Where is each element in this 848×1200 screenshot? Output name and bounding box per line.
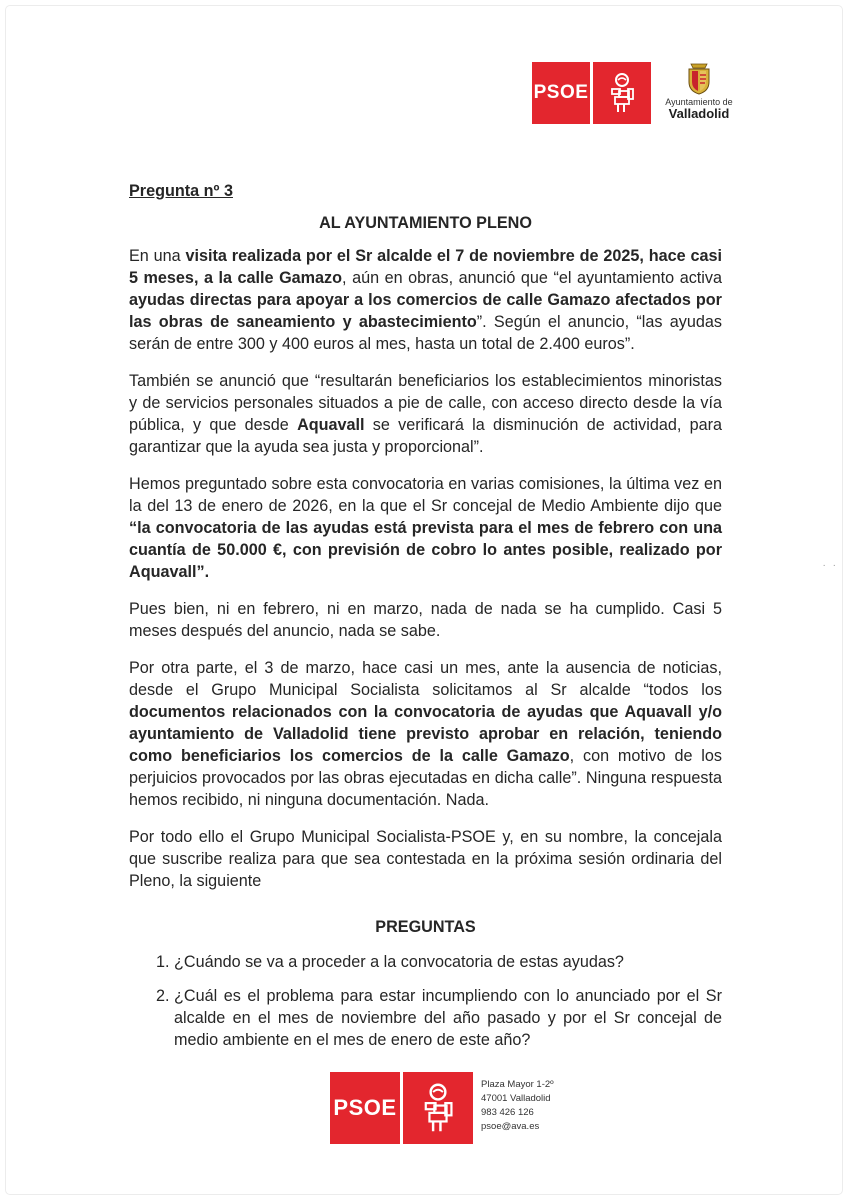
text-run: , aún en obras, anunció que “el ayuntamiento activa bbox=[342, 269, 722, 287]
bold-text-run: ayudas directas para apoyar a los comercios de calle Gamazo afectados por las obras de saneamiento y abastecimiento bbox=[129, 291, 722, 331]
address-city: 47001 Valladolid bbox=[481, 1093, 551, 1104]
text-run: Por todo ello el Grupo Municipal Socialista-PSOE y, en su nombre, la concejala que suscribe realiza para que sea contestada en la próxima sesión ordinaria del Pleno, la siguiente bbox=[129, 828, 722, 890]
bold-text-run: Aquavall bbox=[297, 416, 365, 434]
footer-psoe-logo-text: PSOE bbox=[333, 1095, 397, 1120]
text-run: Pues bien, ni en febrero, ni en marzo, nada de nada se ha cumplido. Casi 5 meses después del anuncio, nada se sabe. bbox=[129, 600, 722, 640]
phone-number: 983 426 126 bbox=[481, 1107, 534, 1118]
text-run: Hemos preguntado sobre esta convocatoria en varias comisiones, la última vez en la del 13 de enero de 2026, en la que el Sr concejal de Medio Ambiente dijo que bbox=[129, 475, 722, 515]
header-logos bbox=[532, 62, 741, 124]
rose-fist-icon bbox=[416, 1081, 460, 1135]
ayuntamiento-logo bbox=[657, 62, 741, 124]
paragraph-3 bbox=[129, 473, 722, 583]
psoe-logo bbox=[532, 62, 590, 124]
psoe-rose-icon bbox=[593, 62, 651, 124]
list-item bbox=[129, 985, 722, 1051]
ayuntamiento-label: Ayuntamiento de bbox=[665, 97, 733, 107]
paragraph-5 bbox=[129, 657, 722, 811]
address-street: Plaza Mayor 1-2º bbox=[481, 1079, 554, 1090]
valladolid-coat-of-arms-icon bbox=[684, 62, 714, 96]
bold-text-run: “la convocatoria de las ayudas está prevista para el mes de febrero con una cuantía de 50.000 €, con previsión de cobro lo antes posible, realizado por Aquavall”. bbox=[129, 519, 722, 581]
contact-address bbox=[481, 1078, 554, 1134]
text-run: se verificará la disminución de actividad, para garantizar que la ayuda sea justa y proporcional”. bbox=[129, 416, 723, 456]
question-index: 2. bbox=[156, 987, 170, 1005]
text-run: También se anunció que “resultarán beneficiarios los establecimientos minoristas y de servicios personales situados a pie de calle, con acceso directo desde la vía pública, y que desde bbox=[129, 372, 722, 434]
bold-text-run: visita realizada por el Sr alcalde el 7 de noviembre de 2025, hace casi 5 meses, a la calle Gamazo bbox=[129, 247, 722, 287]
questions-title: PREGUNTAS bbox=[375, 918, 476, 936]
footer-psoe-logo bbox=[330, 1072, 400, 1144]
email-address: psoe@ava.es bbox=[481, 1121, 540, 1132]
scan-artifact: · · bbox=[822, 560, 838, 571]
question-text: ¿Cuándo se va a proceder a la convocatoria de estas ayudas? bbox=[174, 953, 624, 971]
text-run: , con motivo de los perjuicios provocados por las obras ejecutadas en dicha calle”. Ninguna respuesta hemos recibido, ni ninguna documentación. Nada. bbox=[129, 747, 722, 809]
valladolid-label: Valladolid bbox=[668, 106, 730, 121]
paragraph-1 bbox=[129, 245, 722, 355]
text-run: En una bbox=[129, 247, 186, 265]
footer-rose-icon bbox=[403, 1072, 473, 1144]
rose-fist-icon bbox=[604, 71, 640, 115]
text-run: ”. Según el anuncio, “las ayudas serán de entre 300 y 400 euros al mes, hasta un total de 2.400 euros”. bbox=[129, 313, 722, 353]
footer bbox=[330, 1072, 554, 1144]
questions-list bbox=[129, 951, 722, 1051]
question-index: 1. bbox=[156, 953, 170, 971]
question-text: ¿Cuál es el problema para estar incumpliendo con lo anunciado por el Sr alcalde en el mes de noviembre del año pasado y por el Sr concejal de medio ambiente en el mes de enero de este año? bbox=[174, 987, 722, 1049]
paragraph-4 bbox=[129, 598, 722, 642]
question-number: Pregunta nº 3 bbox=[129, 182, 233, 200]
paragraph-6 bbox=[129, 826, 722, 892]
list-item bbox=[129, 951, 722, 973]
text-run: Por otra parte, el 3 de marzo, hace casi un mes, ante la ausencia de noticias, desde el Grupo Municipal Socialista solicitamos al Sr alcalde “todos los bbox=[129, 659, 722, 699]
document-body bbox=[129, 180, 722, 1063]
addressee-title: AL AYUNTAMIENTO PLENO bbox=[319, 214, 532, 232]
bold-text-run: documentos relacionados con la convocatoria de ayudas que Aquavall y/o ayuntamiento de Valladolid tiene previsto aprobar en relación, teniendo como beneficiarios los comercios de la calle Gamazo bbox=[129, 703, 722, 765]
psoe-logo-text: PSOE bbox=[533, 82, 589, 103]
paragraph-2 bbox=[129, 370, 722, 458]
